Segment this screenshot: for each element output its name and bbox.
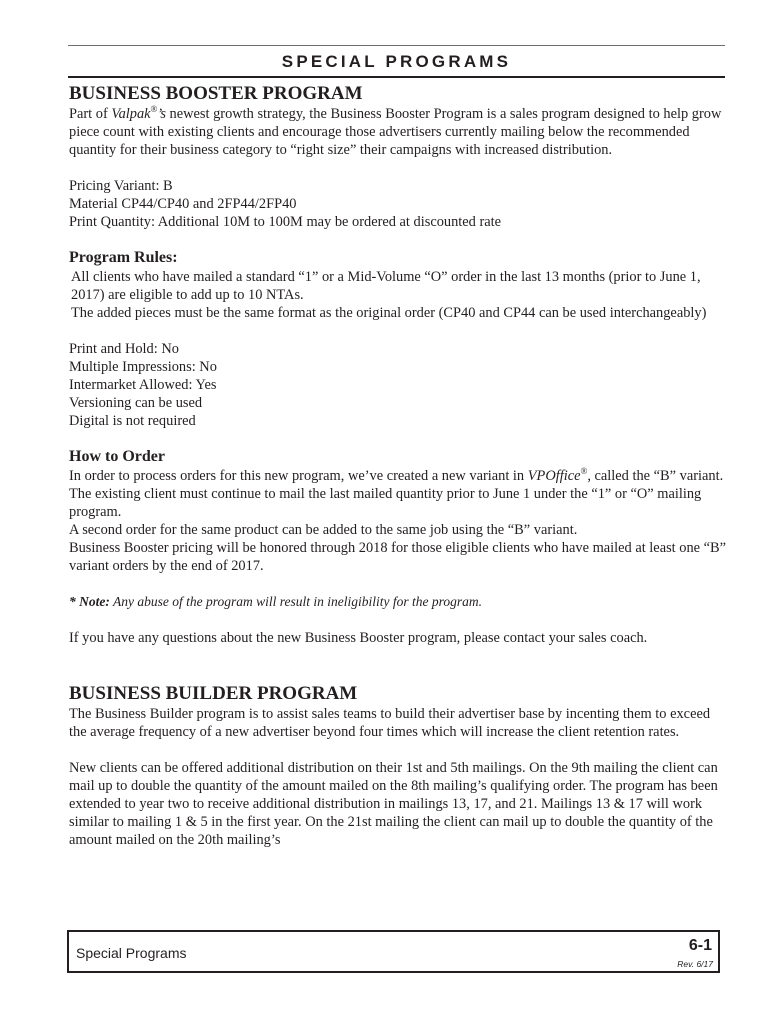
order-step: Business Booster pricing will be honored through 2018 for those eligible clients who have mailed at least one “B” variant orders by the end of 2017. <box>69 540 727 574</box>
how-to-order-heading: How to Order <box>69 448 165 465</box>
order-step: The existing client must continue to mail the last mailed quantity prior to June 1 under the “1” or “O” mailing program. <box>69 486 702 520</box>
top-rule <box>68 45 725 46</box>
rule-item: All clients who have mailed a standard “1” or a Mid-Volume “O” order in the last 13 months (prior to June 1, 2017) are eligible to add up to 10 NTAs. <box>71 269 701 303</box>
page-header-title: SPECIAL PROGRAMS <box>281 52 512 71</box>
business-builder-section <box>69 683 729 849</box>
business-builder-details: New clients can be offered additional distribution on their 1st and 5th mailings. On the 9th mailing the client can mail up to double the quantity of the amount mailed on the 8th mailing’s qualifying order. The program has been extended to year two to receive additional distribution in mailings 13, 17, and 21. Mailings 13 & 17 will work similar to mailing 1 & 5 in the first year. On the 21st mailing the client can mail up to double the quantity of the amount mailed on the 20th mailing’s <box>69 760 718 848</box>
attribute-line: Intermarket Allowed: Yes <box>69 377 217 393</box>
page-footer <box>67 930 720 973</box>
attribute-line: Versioning can be used <box>69 395 203 411</box>
attribute-line: Digital is not required <box>69 413 196 429</box>
vpoffice-product: VPOffice <box>527 468 581 484</box>
order-step: A second order for the same product can be added to the same job using the “B” variant. <box>69 522 578 538</box>
program-rules <box>69 268 729 322</box>
business-builder-intro: The Business Builder program is to assist sales teams to build their advertiser base by incenting them to exceed the average frequency of a new advertiser beyond four times which will increase the client retention rates. <box>69 706 711 740</box>
spec-line: Print Quantity: Additional 10M to 100M may be ordered at discounted rate <box>69 214 502 230</box>
business-booster-section <box>69 83 729 647</box>
page-content <box>69 83 729 849</box>
abuse-note: * Note: Any abuse of the program will result in ineligibility for the program. <box>69 594 482 609</box>
attribute-line: Print and Hold: No <box>69 341 179 357</box>
rule-item: The added pieces must be the same format as the original order (CP40 and CP44 can be used interchangeably) <box>71 305 707 321</box>
footer-revision: Rev. 6/17 <box>677 959 713 969</box>
business-builder-title: BUSINESS BUILDER PROGRAM <box>69 683 358 704</box>
spec-line: Pricing Variant: B <box>69 178 173 194</box>
footer-section-name: Special Programs <box>76 945 187 961</box>
program-attributes <box>69 340 729 430</box>
booster-specs <box>69 177 729 231</box>
business-booster-title: BUSINESS BOOSTER PROGRAM <box>69 83 363 104</box>
business-booster-intro: Part of Valpak®’s newest growth strategy, the Business Booster Program is a sales program designed to help grow piece count with existing clients and encourage those advertisers currently mailing below the recommended quantity for their business category to “right size” their campaigns with increased distribution. <box>69 104 722 158</box>
footer-page-number: 6-1 <box>688 937 712 954</box>
valpak-brand: Valpak <box>111 106 151 122</box>
header-rule <box>68 76 725 78</box>
attribute-line: Multiple Impressions: No <box>69 359 217 375</box>
program-rules-heading: Program Rules: <box>69 249 178 266</box>
order-intro: In order to process orders for this new program, we’ve created a new variant in VPOffice®, called the “B” variant. <box>69 466 724 484</box>
spec-line: Material CP44/CP40 and 2FP44/2FP40 <box>69 196 297 212</box>
contact-sales-coach: If you have any questions about the new Business Booster program, please contact your sales coach. <box>69 630 648 646</box>
